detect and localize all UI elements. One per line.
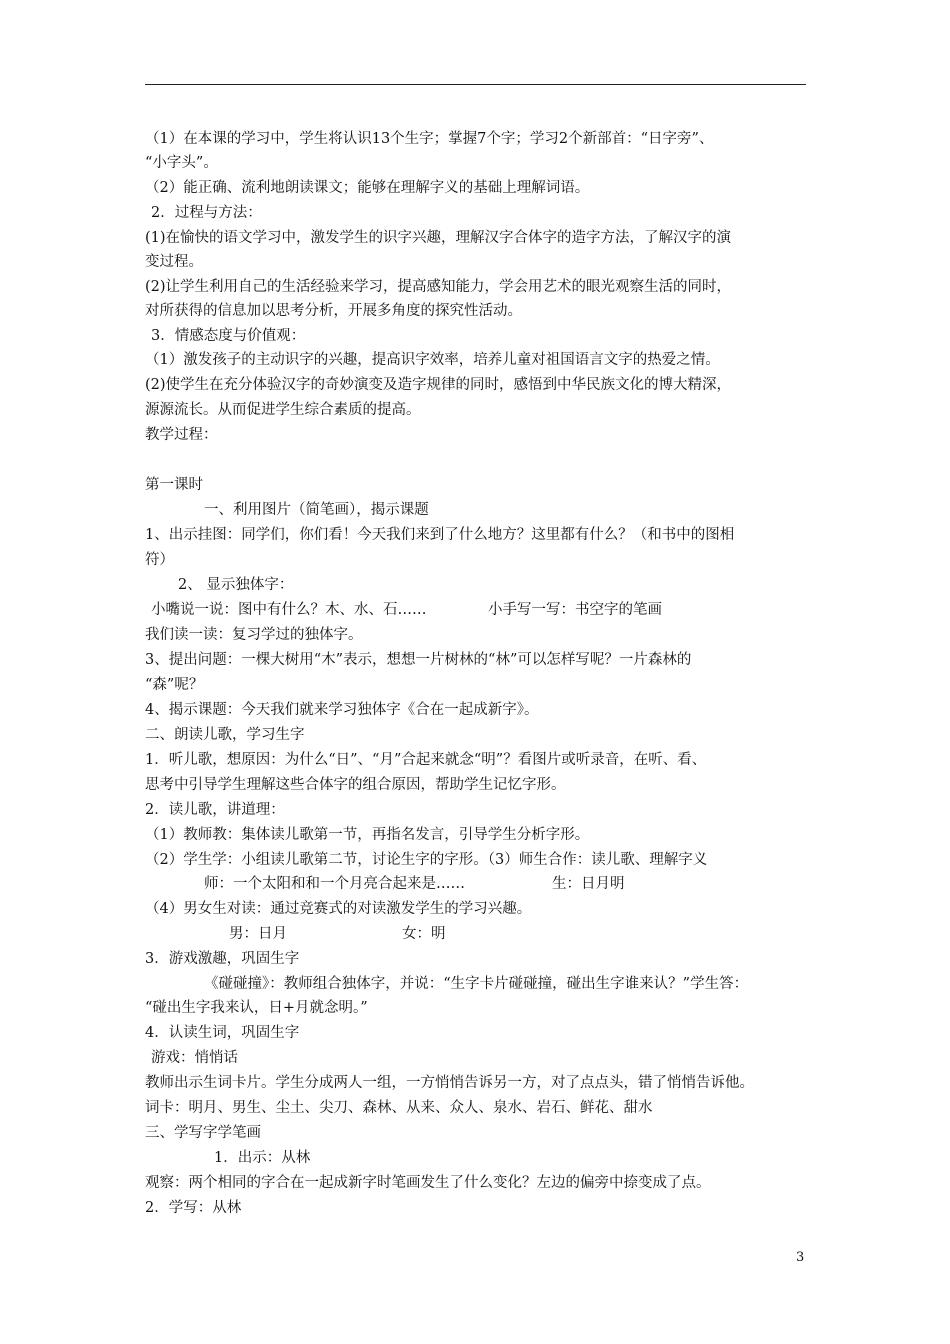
- text-line: 2．读儿歌，讲道理：: [145, 802, 285, 818]
- text-line: 1．听儿歌，想原因：为什么“日”、“月”合起来就念“明”？看图片或听录音，在听、看、: [145, 752, 707, 768]
- section-heading: 一、利用图片（简笔画），揭示课题: [204, 502, 429, 518]
- text-line: 4．认读生词，巩固生字: [145, 1025, 300, 1041]
- text-line: (1)在愉快的语文学习中，激发学生的识字兴趣，理解汉字合体字的造字方法，了解汉字的演: [145, 230, 732, 246]
- text-line: 思考中引导学生理解这些合体字的组合原因，帮助学生记忆字形。: [145, 777, 566, 793]
- text-line: 生：日月明: [552, 876, 625, 892]
- text-line: 《碰碰撞》：教师组合独体字，并说：“生字卡片碰碰撞，碰出生字谁来认？”学生答：: [204, 976, 749, 992]
- text-line: (2)使学生在充分体验汉字的奇妙演变及造字规律的同时，感悟到中华民族文化的博大精深，: [145, 377, 732, 393]
- text-line: “碰出生字我来认，日+月就念明。”: [145, 1000, 368, 1016]
- text-line: 小嘴说一说：图中有什么？木、水、石……: [151, 602, 427, 618]
- text-line: 源源流长。从而促进学生综合素质的提高。: [145, 402, 421, 418]
- section-heading: 二、朗读儿歌，学习生字: [145, 727, 305, 743]
- text-line: （2）学生学：小组读儿歌第二节，讨论生字的字形。（3）师生合作：读儿歌、理解字义: [145, 852, 708, 868]
- text-line: (2)让学生利用自己的生活经验来学习，提高感知能力，学会用艺术的眼光观察生活的同时，: [145, 279, 732, 295]
- text-line: （1）教师教：集体读儿歌第一节，再指名发言，引导学生分析字形。: [145, 827, 590, 843]
- text-line: 变过程。: [145, 254, 203, 270]
- text-line: 小手写一写：书空字的笔画: [488, 602, 662, 618]
- text-line: 观察：两个相同的字合在一起成新字时笔画发生了什么变化？左边的偏旁中捺变成了点。: [145, 1175, 711, 1191]
- text-line: 2、 显示独体字：: [178, 577, 294, 593]
- text-line: （1）激发孩子的主动识字的兴趣，提高识字效率，培养儿童对祖国语言文字的热爱之情。: [145, 352, 720, 368]
- text-line: 4、揭示课题：今天我们就来学习独体字《合在一起成新字》。: [145, 702, 539, 718]
- text-line: 3．游戏激趣，巩固生字: [145, 951, 300, 967]
- text-line: “森”呢？: [145, 677, 204, 693]
- text-line: 词卡：明月、男生、尘土、尖刀、森林、从来、众人、泉水、岩石、鲜花、甜水: [145, 1100, 653, 1116]
- header-rule: [145, 84, 806, 85]
- text-line: （4）男女生对读：通过竞赛式的对读激发学生的学习兴趣。: [145, 901, 532, 917]
- section-heading: 3．情感态度与价值观：: [151, 328, 306, 344]
- page-number: 3: [796, 1250, 805, 1265]
- text-line: 对所获得的信息加以思考分析，开展多角度的探究性活动。: [145, 303, 522, 319]
- text-line: （1）在本课的学习中，学生将认识13个生字；掌握7个字；学习2个新部首：“日字旁”、: [145, 131, 714, 147]
- text-line: （2）能正确、流利地朗读课文；能够在理解字义的基础上理解词语。: [145, 180, 590, 196]
- text-line: 3、提出问题：一棵大树用“木”表示，想想一片树林的“林”可以怎样写呢？一片森林的: [145, 652, 692, 668]
- text-line: 女：明: [402, 926, 446, 942]
- text-line: 教学过程：: [145, 427, 218, 443]
- text-line: 男：日月: [229, 926, 287, 942]
- lesson-heading: 第一课时: [145, 477, 203, 493]
- text-line: 我们读一读：复习学过的独体字。: [145, 627, 363, 643]
- text-line: 教师出示生词卡片。学生分成两人一组，一方悄悄告诉另一方，对了点点头，错了悄悄告诉他。: [145, 1075, 754, 1091]
- text-line: 1、出示挂图：同学们，你们看！今天我们来到了什么地方？这里都有什么？（和书中的图相: [145, 527, 735, 543]
- text-line: 游戏：悄悄话: [151, 1050, 238, 1066]
- text-line: 师：一个太阳和和一个月亮合起来是……: [204, 876, 465, 892]
- text-line: 符）: [145, 552, 174, 568]
- text-line: 2．学写：从林: [145, 1200, 242, 1216]
- text-line: “小字头”。: [145, 155, 218, 171]
- text-line: 1．出示：从林: [214, 1150, 311, 1166]
- section-heading: 2．过程与方法：: [151, 205, 262, 221]
- section-heading: 三、学写字学笔画: [145, 1125, 261, 1141]
